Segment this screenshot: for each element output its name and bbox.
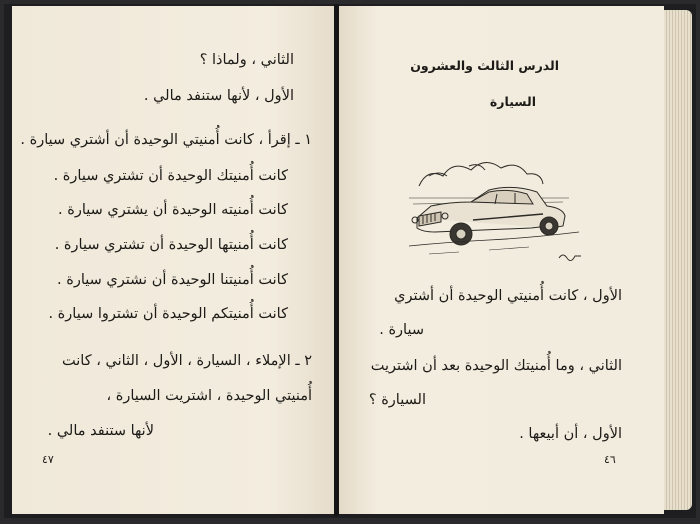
lesson-title: الدرس الثالث والعشرون xyxy=(410,58,559,73)
dictation-line: لأنها ستنفد مالي . xyxy=(47,423,154,439)
left-page xyxy=(12,6,334,514)
right-page xyxy=(339,6,664,514)
dictation-line: ٢ ـ الإملاء ، السيارة ، الأول ، الثاني ، كانت xyxy=(62,353,312,369)
text-line: الثاني ، ولماذا ؟ xyxy=(199,52,294,68)
page-edges xyxy=(664,10,692,510)
page-number: ٤٦ xyxy=(604,453,616,466)
open-book xyxy=(4,4,696,518)
dialogue-line: الثاني ، وما أُمنيتك الوحيدة بعد أن اشتريت xyxy=(370,358,622,374)
exercise-line: كانت أُمنيتها الوحيدة أن تشتري سيارة . xyxy=(54,237,288,253)
lesson-subtitle: السيارة xyxy=(489,94,536,109)
dialogue-line: الأول ، كانت أُمنيتي الوحيدة أن أشتري xyxy=(394,288,622,304)
dialogue-line: سيارة . xyxy=(379,322,424,338)
car-illustration xyxy=(399,146,589,266)
page-number: ٤٧ xyxy=(42,453,54,466)
exercise-line: كانت أُمنيتنا الوحيدة أن نشتري سيارة . xyxy=(57,272,288,288)
exercise-line: كانت أُمنيته الوحيدة أن يشتري سيارة . xyxy=(58,202,288,218)
exercise-line: ١ ـ إقرأ ، كانت أُمنيتي الوحيدة أن أشتري سيارة . xyxy=(20,132,312,148)
dialogue-line: السيارة ؟ xyxy=(368,392,426,408)
exercise-line: كانت أُمنيتكم الوحيدة أن تشتروا سيارة . xyxy=(48,306,288,322)
exercise-line: كانت أُمنيتك الوحيدة أن تشتري سيارة . xyxy=(53,168,288,184)
dictation-line: أُمنيتي الوحيدة ، اشتريت السيارة ، xyxy=(106,388,312,404)
text-line: الأول ، لأنها ستنفد مالي . xyxy=(143,88,294,104)
dialogue-line: الأول ، أن أبيعها . xyxy=(519,426,622,442)
